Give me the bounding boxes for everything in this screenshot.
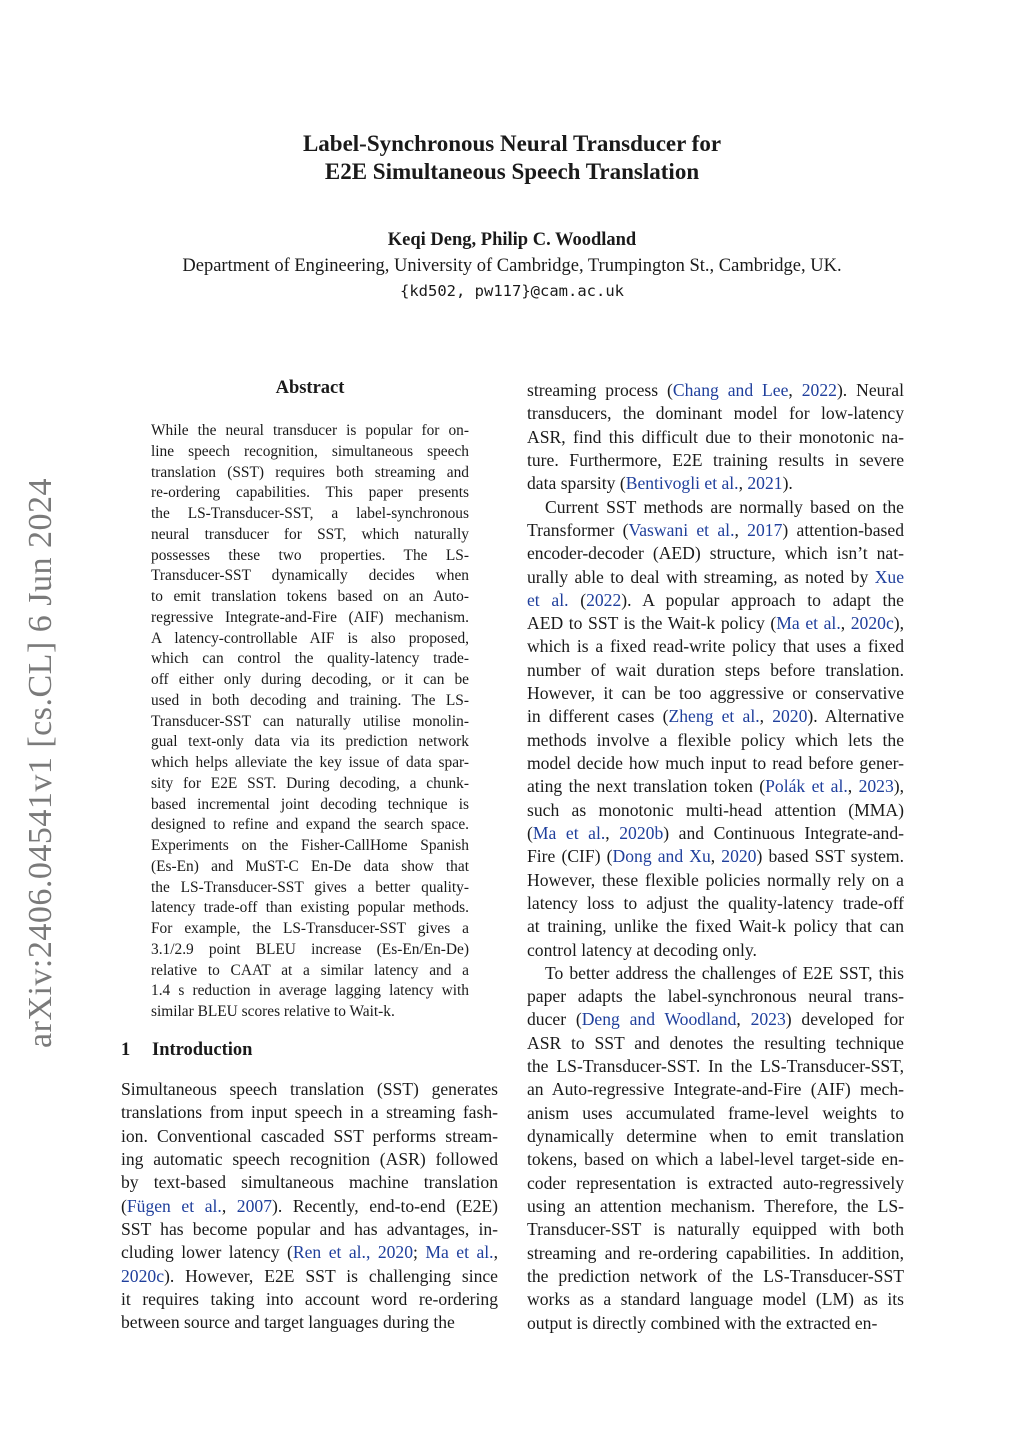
section-number: 1: [121, 1040, 131, 1060]
abstract-line: to emit translation tokens based on an Auto-: [151, 588, 469, 605]
body-line: [527, 869, 904, 892]
body-text: ducer (: [527, 1009, 582, 1030]
citation-link[interactable]: 2020: [721, 846, 757, 867]
citation-link[interactable]: Vaswani et al.: [628, 519, 735, 540]
body-text: ing automatic speech recognition (ASR) followed: [121, 1148, 498, 1169]
citation-link[interactable]: 2022: [586, 589, 622, 610]
body-text: model decide how much input to read before gener-: [527, 753, 904, 773]
citation-link[interactable]: Deng and Woodland: [581, 1009, 737, 1030]
body-line: [527, 1312, 904, 1335]
body-line: [527, 1102, 904, 1125]
body-text: ),: [893, 776, 905, 797]
body-line: [527, 612, 904, 635]
body-line: [527, 1195, 904, 1218]
arxiv-stamp[interactable]: arXiv:2406.04541v1 [cs.CL] 6 Jun 2024: [22, 477, 59, 1048]
body-text: (: [121, 1195, 127, 1216]
body-text: ASR to SST and denotes the resulting technique: [527, 1032, 904, 1053]
body-line: [527, 1218, 904, 1241]
abstract-line: (Es-En) and MuST-C En-De data show that: [151, 857, 469, 875]
body-line: [527, 1172, 904, 1195]
author-names: Keqi Deng, Philip C. Woodland: [387, 230, 637, 250]
body-line: [527, 705, 904, 728]
body-text: ). A popular approach to adapt the: [621, 589, 904, 610]
body-text: ion. Conventional cascaded SST performs stream-: [121, 1125, 498, 1146]
citation-link[interactable]: Ma et al.: [532, 822, 606, 843]
body-text: ). Recently, end-to-end (E2E): [271, 1195, 498, 1216]
body-text: the LS-Transducer-SST. In the LS-Transducer-SST,: [527, 1056, 904, 1077]
body-text: (: [568, 589, 587, 610]
section-heading-introduction: [121, 1040, 252, 1061]
abstract-heading: Abstract: [275, 378, 345, 398]
body-line: [527, 402, 904, 425]
body-text: Simultaneous speech translation (SST) generates: [121, 1079, 498, 1099]
body-text: Fire (CIF) (: [527, 846, 613, 867]
body-line: [121, 1288, 498, 1311]
citation-link[interactable]: 2020c: [850, 613, 894, 634]
body-text: ),: [893, 613, 905, 634]
body-text: (: [527, 822, 533, 843]
abstract-line: Transducer-SST can naturally utilise monolin-: [151, 712, 469, 730]
body-line: [121, 1171, 498, 1194]
body-text: ,: [605, 822, 620, 843]
abstract-line: used in both decoding and training. The LS-: [151, 691, 469, 709]
body-text: ,: [788, 380, 802, 400]
abstract-line: designed to refine and expand the search space.: [151, 816, 469, 834]
body-line: [527, 1148, 904, 1171]
body-text: However, it can be too aggressive or conservative: [527, 683, 904, 704]
body-text: ) based SST system.: [756, 846, 904, 867]
abstract-line: re-ordering capabilities. This paper presents: [151, 484, 469, 502]
body-text: methods involve a flexible policy which lets the: [527, 729, 904, 750]
abstract-line: regressive Integrate-and-Fire (AIF) mechanism.: [151, 608, 469, 626]
body-line: [527, 799, 904, 822]
section-title: Introduction: [152, 1040, 253, 1060]
body-text: Transformer (: [527, 519, 629, 540]
body-text: such as monotonic multi-head attention (MMA): [527, 799, 904, 820]
abstract-line: For example, the LS-Transducer-SST gives a: [151, 920, 469, 937]
body-line: [527, 682, 904, 705]
body-line: [527, 892, 904, 915]
body-text: SST has become popular and has advantages, in-: [121, 1218, 498, 1239]
citation-link[interactable]: 2021: [747, 473, 783, 494]
body-text: in different cases (: [527, 706, 669, 727]
body-text: coder representation is extracted auto-regressively: [527, 1172, 904, 1193]
abstract-line: Transducer-SST dynamically decides when: [151, 567, 469, 585]
citation-link[interactable]: Fügen et al.: [126, 1195, 222, 1216]
body-line: [527, 1242, 904, 1265]
body-line: [527, 635, 904, 658]
body-text: ). Neural: [836, 380, 904, 400]
citation-link[interactable]: 2020c: [121, 1265, 164, 1286]
body-line: [121, 1311, 498, 1334]
abstract-line: neural transducer for SST, which naturally: [151, 525, 469, 543]
body-line: [527, 915, 904, 938]
body-text: To better address the challenges of E2E SST, this: [545, 962, 904, 983]
body-text: paper adapts the label-synchronous neural trans-: [527, 986, 904, 1007]
body-text: ture. Furthermore, E2E training results in severe: [527, 449, 904, 470]
body-line: [527, 845, 904, 868]
body-line: [121, 1078, 498, 1101]
abstract-line: translation (SST) requires both streaming and: [151, 463, 469, 481]
title-line-1: Label-Synchronous Neural Transducer for: [302, 131, 722, 156]
abstract-line: relative to CAAT at a similar latency and a: [151, 961, 469, 979]
abstract-line: based incremental joint decoding technique is: [151, 795, 469, 813]
body-text: ,: [738, 473, 748, 494]
body-text: ).: [782, 473, 793, 494]
abstract-line: line speech recognition, simultaneous speech: [151, 442, 469, 460]
citation-link[interactable]: Zheng et al.: [668, 706, 760, 727]
body-text: the prediction network of the LS-Transducer-SST: [527, 1265, 904, 1286]
citation-link[interactable]: Dong and Xu: [612, 846, 711, 867]
body-text: urally able to deal with streaming, as noted by: [527, 566, 875, 587]
citation-link[interactable]: 2023: [858, 776, 894, 797]
body-text: ;: [413, 1242, 426, 1263]
body-text: AED to SST is the Wait-k policy (: [527, 613, 777, 634]
paper-title: [0, 130, 1024, 186]
body-text: ,: [847, 776, 859, 797]
body-line: [527, 426, 904, 449]
body-line: [527, 962, 904, 985]
email-address[interactable]: {kd502, pw117}@cam.ac.uk: [400, 282, 624, 300]
intro-left-column: [121, 1078, 498, 1334]
body-text: ating the next translation token (: [527, 776, 766, 797]
body-line: [527, 729, 904, 752]
abstract-line: the LS-Transducer-SST, a label-synchronous: [151, 505, 469, 522]
citation-link[interactable]: Xue: [874, 566, 904, 587]
abstract-line: which helps alleviate the key issue of data spar-: [151, 754, 469, 771]
body-text: ,: [710, 846, 722, 867]
abstract-line: the LS-Transducer-SST gives a better quality-: [151, 878, 469, 896]
body-line: [121, 1148, 498, 1171]
body-text: translations from input speech in a streaming fash-: [121, 1102, 498, 1123]
body-line: [527, 519, 904, 542]
body-text: Current SST methods are normally based on the: [545, 496, 904, 517]
body-line: [527, 659, 904, 682]
intro-right-column: [527, 379, 904, 1335]
body-line: [527, 1032, 904, 1055]
body-line: [527, 1125, 904, 1148]
body-text: anism uses accumulated frame-level weights to: [527, 1102, 904, 1123]
body-text: ,: [493, 1242, 498, 1263]
body-line: [527, 1078, 904, 1101]
body-text: number of wait duration steps before translation.: [527, 659, 904, 680]
abstract-line: Experiments on the Fisher-CallHome Spanish: [151, 837, 469, 854]
abstract-line: sity for E2E SST. During decoding, a chunk-: [151, 774, 469, 792]
citation-link[interactable]: Chang and Lee: [672, 380, 789, 400]
body-text: ,: [840, 613, 851, 634]
abstract-line: gual text-only data via its prediction network: [151, 733, 469, 751]
body-text: ,: [734, 519, 748, 540]
citation-link[interactable]: Bentivogli et al.: [625, 473, 739, 494]
body-text: latency loss to adjust the quality-latency trade-off: [527, 892, 904, 913]
body-text: streaming and re-ordering capabilities. In addition,: [527, 1242, 904, 1263]
body-line: [121, 1218, 498, 1241]
body-text: between source and target languages during the: [121, 1312, 455, 1333]
body-line: [527, 775, 904, 798]
citation-link[interactable]: Ren et al.,: [292, 1242, 371, 1263]
citation-link[interactable]: 2022: [801, 380, 837, 400]
citation-link[interactable]: Ma et al.: [776, 613, 841, 634]
body-line: [527, 472, 904, 495]
body-text: ) developed for: [785, 1009, 904, 1030]
title-line-2: E2E Simultaneous Speech Translation: [324, 159, 700, 184]
citation-link[interactable]: 2023: [750, 1009, 786, 1030]
body-text: it requires taking into account word re-ordering: [121, 1288, 498, 1309]
body-line: [527, 939, 904, 962]
body-line: [121, 1101, 498, 1124]
abstract-line: latency trade-off than existing popular methods.: [151, 899, 469, 917]
abstract-body: [151, 421, 469, 1023]
body-text: works as a standard language model (LM) as its: [527, 1289, 904, 1310]
body-line: [527, 449, 904, 472]
abstract-line: While the neural transducer is popular for on-: [151, 422, 469, 439]
body-text: tokens, based on which a label-level target-side en-: [527, 1149, 904, 1170]
body-line: [121, 1265, 498, 1288]
body-text: which is a fixed read-write policy that uses a fixed: [527, 636, 904, 657]
body-text: transducers, the dominant model for low-latency: [527, 403, 904, 424]
body-text: Transducer-SST is naturally equipped with both: [527, 1219, 904, 1240]
body-text: by text-based simultaneous machine translation: [121, 1172, 498, 1193]
citation-link[interactable]: Ma et al.: [425, 1242, 494, 1263]
body-text: ASR, find this difficult due to their monotonic na-: [527, 426, 904, 447]
body-text: streaming process (: [527, 380, 673, 400]
body-text: control latency at decoding only.: [527, 939, 757, 960]
abstract-line: off either only during decoding, or it can be: [151, 671, 469, 688]
body-line: [121, 1125, 498, 1148]
body-line: [527, 566, 904, 589]
body-text: cluding lower latency (: [121, 1242, 293, 1263]
abstract-line: possesses these two properties. The LS-: [151, 546, 469, 564]
abstract-line: similar BLEU scores relative to Wait-k.: [151, 1003, 395, 1020]
body-line: [527, 822, 904, 845]
body-text: ) attention-based: [782, 519, 904, 540]
body-text: ,: [221, 1195, 237, 1216]
citation-link[interactable]: 2020: [772, 706, 808, 727]
body-line: [527, 1265, 904, 1288]
citation-link[interactable]: Polák et al.: [765, 776, 848, 797]
body-line: [121, 1195, 498, 1218]
abstract-line: 1.4 s reduction in average lagging latency with: [151, 982, 469, 1000]
body-text: ,: [759, 706, 773, 727]
body-text: an Auto-regressive Integrate-and-Fire (AIF) mech-: [527, 1079, 904, 1100]
body-line: [527, 1008, 904, 1031]
body-text: ) and Continuous Integrate-and-: [663, 822, 905, 843]
body-text: dynamically determine when to emit translation: [527, 1126, 904, 1146]
affiliation: Department of Engineering, University of Cambridge, Trumpington St., Cambridge, UK.: [182, 256, 842, 276]
abstract-line: A latency-controllable AIF is also proposed,: [151, 629, 469, 647]
citation-link[interactable]: 2017: [747, 519, 783, 540]
body-line: [527, 542, 904, 565]
body-line: [527, 752, 904, 775]
body-text: ,: [736, 1009, 751, 1030]
body-line: [121, 1241, 498, 1264]
body-text: output is directly combined with the extracted en-: [527, 1312, 878, 1333]
body-line: [527, 1288, 904, 1311]
abstract-line: 3.1/2.9 point BLEU increase (Es-En/En-De): [151, 940, 469, 958]
citation-link[interactable]: 2020: [377, 1242, 414, 1263]
body-line: [527, 589, 904, 612]
abstract-line: which can control the quality-latency trade-: [151, 650, 469, 668]
body-text: ). However, E2E SST is challenging since: [164, 1265, 498, 1286]
citation-link[interactable]: 2007: [236, 1195, 272, 1216]
citation-link[interactable]: 2020b: [619, 822, 664, 843]
body-text: at training, unlike the fixed Wait-k policy that can: [527, 916, 904, 937]
body-line: [527, 379, 904, 402]
body-text: ). Alternative: [807, 706, 905, 727]
body-text: using an attention mechanism. Therefore, the LS-: [527, 1195, 904, 1216]
citation-link[interactable]: et al.: [527, 589, 569, 610]
body-text: [370, 1242, 377, 1262]
body-line: [527, 985, 904, 1008]
body-text: encoder-decoder (AED) structure, which isn’t nat-: [527, 543, 904, 564]
body-text: However, these flexible policies normally rely on a: [527, 869, 904, 890]
body-text: data sparsity (: [527, 473, 626, 494]
body-line: [527, 1055, 904, 1078]
body-line: [527, 496, 904, 519]
